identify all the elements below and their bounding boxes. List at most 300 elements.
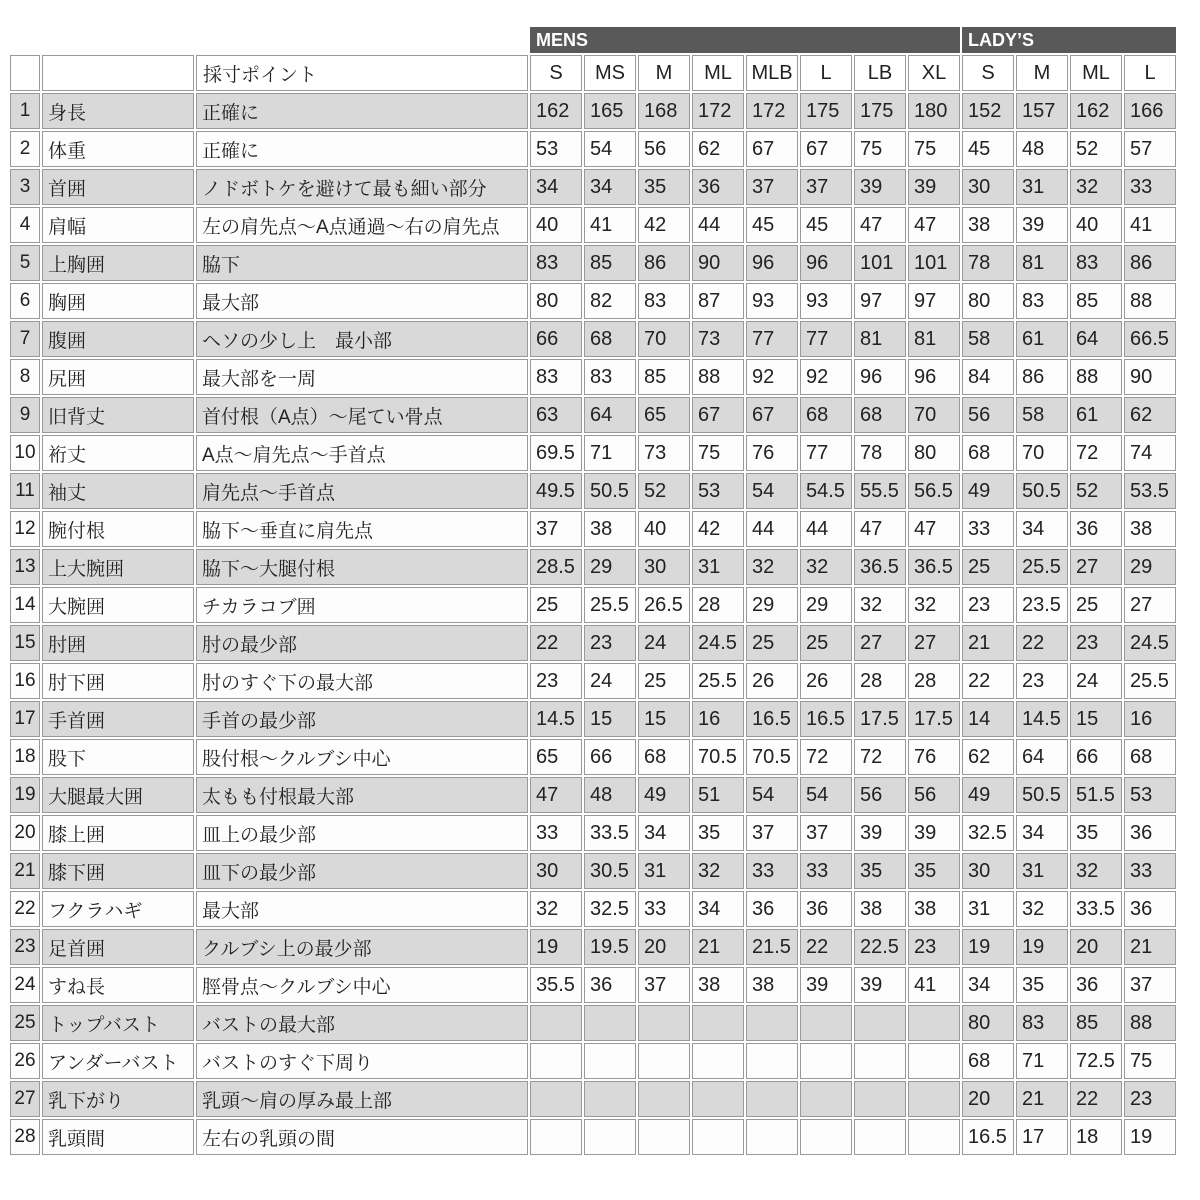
value-cell: 44	[800, 511, 852, 547]
value-cell	[908, 1119, 960, 1155]
value-cell: 76	[746, 435, 798, 471]
value-cell: 83	[1016, 1005, 1068, 1041]
value-cell: 80	[530, 283, 582, 319]
value-cell: 36	[1124, 815, 1176, 851]
value-cell: 68	[1124, 739, 1176, 775]
value-cell: 33	[800, 853, 852, 889]
value-cell: 23	[584, 625, 636, 661]
value-cell: 52	[1070, 131, 1122, 167]
row-point-cell: ノドボトケを避けて最も細い部分	[196, 169, 528, 205]
value-cell: 39	[908, 815, 960, 851]
value-cell: 39	[908, 169, 960, 205]
value-cell: 67	[746, 131, 798, 167]
row-number-cell: 25	[10, 1005, 40, 1041]
row-name-cell: 手首囲	[42, 701, 194, 737]
value-cell: 39	[1016, 207, 1068, 243]
value-cell: 72	[854, 739, 906, 775]
value-cell	[638, 1005, 690, 1041]
row-number-cell: 24	[10, 967, 40, 1003]
row-name-cell: 大腿最大囲	[42, 777, 194, 813]
value-cell: 83	[530, 359, 582, 395]
value-cell	[530, 1119, 582, 1155]
value-cell: 83	[1070, 245, 1122, 281]
table-row	[10, 891, 1176, 927]
value-cell: 48	[1016, 131, 1068, 167]
value-cell: 90	[692, 245, 744, 281]
row-name-cell: 上大腕囲	[42, 549, 194, 585]
value-cell: 27	[1124, 587, 1176, 623]
value-cell: 86	[1124, 245, 1176, 281]
value-cell	[908, 1043, 960, 1079]
value-cell: 21	[962, 625, 1014, 661]
value-cell: 36	[1124, 891, 1176, 927]
value-cell	[638, 1081, 690, 1117]
value-cell: 63	[530, 397, 582, 433]
ladys-group-header: LADY’S	[962, 27, 1176, 53]
value-cell: 85	[1070, 283, 1122, 319]
row-name-cell: すね長	[42, 967, 194, 1003]
value-cell: 22	[1016, 625, 1068, 661]
value-cell: 37	[800, 169, 852, 205]
row-name-cell: 腕付根	[42, 511, 194, 547]
value-cell: 16.5	[746, 701, 798, 737]
value-cell: 19	[962, 929, 1014, 965]
value-cell: 36	[800, 891, 852, 927]
value-cell: 49	[962, 473, 1014, 509]
value-cell: 41	[1124, 207, 1176, 243]
row-point-cell: 最大部	[196, 283, 528, 319]
value-cell: 56	[638, 131, 690, 167]
size-col-header: S	[962, 55, 1014, 91]
size-col-header: L	[800, 55, 852, 91]
value-cell: 71	[1016, 1043, 1068, 1079]
row-name-cell: 袖丈	[42, 473, 194, 509]
value-cell: 34	[584, 169, 636, 205]
value-cell: 56	[908, 777, 960, 813]
size-col-header: ML	[1070, 55, 1122, 91]
value-cell: 172	[692, 93, 744, 129]
value-cell: 31	[1016, 169, 1068, 205]
value-cell: 162	[1070, 93, 1122, 129]
value-cell: 35.5	[530, 967, 582, 1003]
value-cell: 81	[1016, 245, 1068, 281]
value-cell: 32	[1070, 169, 1122, 205]
row-number-cell: 10	[10, 435, 40, 471]
value-cell: 24.5	[1124, 625, 1176, 661]
value-cell: 31	[638, 853, 690, 889]
value-cell: 32	[1070, 853, 1122, 889]
value-cell: 47	[908, 511, 960, 547]
value-cell: 86	[1016, 359, 1068, 395]
value-cell: 88	[1124, 1005, 1176, 1041]
value-cell: 75	[1124, 1043, 1176, 1079]
value-cell: 29	[584, 549, 636, 585]
row-number-cell: 6	[10, 283, 40, 319]
table-row	[10, 321, 1176, 357]
row-number-cell: 18	[10, 739, 40, 775]
value-cell: 31	[1016, 853, 1068, 889]
value-cell	[584, 1119, 636, 1155]
table-row	[10, 625, 1176, 661]
size-chart	[8, 25, 1178, 1157]
value-cell: 31	[962, 891, 1014, 927]
value-cell: 18	[1070, 1119, 1122, 1155]
value-cell: 23	[1070, 625, 1122, 661]
value-cell: 72	[800, 739, 852, 775]
value-cell: 33.5	[1070, 891, 1122, 927]
table-row	[10, 359, 1176, 395]
row-point-cell: 正確に	[196, 131, 528, 167]
row-name-cell: 旧背丈	[42, 397, 194, 433]
value-cell: 73	[638, 435, 690, 471]
value-cell	[908, 1005, 960, 1041]
value-cell: 37	[746, 815, 798, 851]
row-number-cell: 1	[10, 93, 40, 129]
value-cell: 88	[692, 359, 744, 395]
value-cell: 40	[530, 207, 582, 243]
table-row	[10, 93, 1176, 129]
value-cell: 37	[638, 967, 690, 1003]
row-number-cell: 27	[10, 1081, 40, 1117]
size-chart-table	[8, 25, 1178, 1157]
row-number-cell: 19	[10, 777, 40, 813]
size-col-header: MLB	[746, 55, 798, 91]
value-cell: 168	[638, 93, 690, 129]
value-cell: 55.5	[854, 473, 906, 509]
value-cell	[800, 1119, 852, 1155]
row-name-cell: 股下	[42, 739, 194, 775]
table-row	[10, 701, 1176, 737]
value-cell: 36	[746, 891, 798, 927]
value-cell	[854, 1081, 906, 1117]
row-name-cell: 大腕囲	[42, 587, 194, 623]
size-col-header: MS	[584, 55, 636, 91]
size-col-header: S	[530, 55, 582, 91]
value-cell: 33.5	[584, 815, 636, 851]
row-point-cell: 正確に	[196, 93, 528, 129]
row-point-cell: 最大部	[196, 891, 528, 927]
value-cell: 69.5	[530, 435, 582, 471]
value-cell: 83	[638, 283, 690, 319]
value-cell: 24	[584, 663, 636, 699]
value-cell: 16	[692, 701, 744, 737]
row-name-cell: 腹囲	[42, 321, 194, 357]
value-cell: 68	[962, 1043, 1014, 1079]
value-cell: 36	[1070, 967, 1122, 1003]
row-point-cell: 首付根（A点）〜尾てい骨点	[196, 397, 528, 433]
value-cell: 25	[746, 625, 798, 661]
value-cell: 80	[962, 283, 1014, 319]
row-name-cell: トップバスト	[42, 1005, 194, 1041]
value-cell: 31	[692, 549, 744, 585]
value-cell: 85	[1070, 1005, 1122, 1041]
value-cell: 28	[854, 663, 906, 699]
value-cell	[584, 1005, 636, 1041]
value-cell: 96	[746, 245, 798, 281]
value-cell: 36.5	[854, 549, 906, 585]
value-cell: 38	[962, 207, 1014, 243]
row-point-cell: 脛骨点〜クルブシ中心	[196, 967, 528, 1003]
value-cell: 33	[1124, 853, 1176, 889]
value-cell: 87	[692, 283, 744, 319]
row-point-cell: バストのすぐ下周り	[196, 1043, 528, 1079]
value-cell	[746, 1005, 798, 1041]
row-name-cell: 身長	[42, 93, 194, 129]
value-cell: 66	[1070, 739, 1122, 775]
value-cell	[854, 1005, 906, 1041]
value-cell	[692, 1081, 744, 1117]
table-row	[10, 169, 1176, 205]
value-cell: 44	[692, 207, 744, 243]
row-name-cell: 足首囲	[42, 929, 194, 965]
value-cell: 15	[584, 701, 636, 737]
value-cell	[530, 1081, 582, 1117]
value-cell: 32	[854, 587, 906, 623]
empty-header-cell	[10, 55, 40, 91]
value-cell: 67	[746, 397, 798, 433]
value-cell	[854, 1119, 906, 1155]
row-number-cell: 11	[10, 473, 40, 509]
value-cell: 42	[638, 207, 690, 243]
table-row	[10, 473, 1176, 509]
row-number-cell: 22	[10, 891, 40, 927]
value-cell: 21.5	[746, 929, 798, 965]
value-cell: 32	[530, 891, 582, 927]
value-cell: 88	[1070, 359, 1122, 395]
value-cell: 35	[908, 853, 960, 889]
row-number-cell: 8	[10, 359, 40, 395]
value-cell: 82	[584, 283, 636, 319]
value-cell: 34	[1016, 815, 1068, 851]
value-cell: 23.5	[1016, 587, 1068, 623]
value-cell: 175	[854, 93, 906, 129]
value-cell: 33	[962, 511, 1014, 547]
table-row	[10, 131, 1176, 167]
value-cell: 40	[1070, 207, 1122, 243]
value-cell	[800, 1005, 852, 1041]
value-cell: 56	[854, 777, 906, 813]
value-cell: 36	[1070, 511, 1122, 547]
value-cell: 52	[638, 473, 690, 509]
value-cell: 23	[1124, 1081, 1176, 1117]
value-cell: 81	[908, 321, 960, 357]
value-cell: 180	[908, 93, 960, 129]
value-cell: 93	[800, 283, 852, 319]
row-point-cell: 脇下〜大腿付根	[196, 549, 528, 585]
value-cell: 30	[638, 549, 690, 585]
value-cell: 77	[800, 435, 852, 471]
value-cell: 23	[962, 587, 1014, 623]
value-cell: 22	[800, 929, 852, 965]
value-cell: 47	[854, 207, 906, 243]
row-point-cell: 太もも付根最大部	[196, 777, 528, 813]
value-cell: 41	[584, 207, 636, 243]
value-cell: 34	[962, 967, 1014, 1003]
row-point-cell: 股付根〜クルブシ中心	[196, 739, 528, 775]
value-cell: 25	[800, 625, 852, 661]
row-name-cell: 膝下囲	[42, 853, 194, 889]
row-point-cell: 左の肩先点〜A点通過〜右の肩先点	[196, 207, 528, 243]
value-cell: 34	[692, 891, 744, 927]
value-cell: 27	[1070, 549, 1122, 585]
value-cell: 33	[1124, 169, 1176, 205]
value-cell: 80	[962, 1005, 1014, 1041]
value-cell: 175	[800, 93, 852, 129]
value-cell: 78	[962, 245, 1014, 281]
value-cell: 81	[854, 321, 906, 357]
value-cell: 54	[584, 131, 636, 167]
table-row	[10, 1081, 1176, 1117]
value-cell: 32	[1016, 891, 1068, 927]
value-cell	[908, 1081, 960, 1117]
value-cell: 56.5	[908, 473, 960, 509]
value-cell: 14	[962, 701, 1014, 737]
value-cell: 29	[746, 587, 798, 623]
value-cell: 22.5	[854, 929, 906, 965]
value-cell: 22	[530, 625, 582, 661]
row-number-cell: 9	[10, 397, 40, 433]
value-cell: 50.5	[1016, 473, 1068, 509]
value-cell: 36	[692, 169, 744, 205]
value-cell: 166	[1124, 93, 1176, 129]
value-cell: 32	[908, 587, 960, 623]
value-cell: 16.5	[800, 701, 852, 737]
value-cell: 38	[908, 891, 960, 927]
value-cell: 80	[908, 435, 960, 471]
table-row	[10, 1119, 1176, 1155]
value-cell: 50.5	[1016, 777, 1068, 813]
size-table-body	[10, 93, 1176, 1155]
row-name-cell: 膝上囲	[42, 815, 194, 851]
row-point-cell: 皿上の最少部	[196, 815, 528, 851]
row-point-cell: クルブシ上の最少部	[196, 929, 528, 965]
value-cell: 25.5	[1016, 549, 1068, 585]
value-cell: 15	[1070, 701, 1122, 737]
row-point-cell: 乳頭〜肩の厚み最上部	[196, 1081, 528, 1117]
table-row	[10, 663, 1176, 699]
value-cell: 32.5	[962, 815, 1014, 851]
mens-group-header: MENS	[530, 27, 960, 53]
value-cell: 97	[908, 283, 960, 319]
value-cell: 47	[854, 511, 906, 547]
value-cell: 35	[1016, 967, 1068, 1003]
value-cell: 54	[746, 777, 798, 813]
value-cell: 58	[1016, 397, 1068, 433]
table-row	[10, 853, 1176, 889]
row-point-cell: ヘソの少し上 最小部	[196, 321, 528, 357]
value-cell	[638, 1119, 690, 1155]
point-header-cell: 採寸ポイント	[196, 55, 528, 91]
value-cell: 83	[584, 359, 636, 395]
value-cell: 21	[1124, 929, 1176, 965]
row-name-cell: 肩幅	[42, 207, 194, 243]
value-cell: 68	[638, 739, 690, 775]
value-cell	[530, 1043, 582, 1079]
value-cell: 61	[1016, 321, 1068, 357]
table-row	[10, 283, 1176, 319]
value-cell: 47	[908, 207, 960, 243]
value-cell: 75	[854, 131, 906, 167]
value-cell: 21	[692, 929, 744, 965]
value-cell: 28	[692, 587, 744, 623]
value-cell: 85	[584, 245, 636, 281]
row-point-cell: A点〜肩先点〜手首点	[196, 435, 528, 471]
value-cell: 45	[962, 131, 1014, 167]
table-row	[10, 587, 1176, 623]
value-cell: 25	[962, 549, 1014, 585]
value-cell: 41	[908, 967, 960, 1003]
row-number-cell: 28	[10, 1119, 40, 1155]
value-cell: 20	[962, 1081, 1014, 1117]
value-cell: 76	[908, 739, 960, 775]
value-cell: 78	[854, 435, 906, 471]
value-cell: 75	[908, 131, 960, 167]
size-col-header: XL	[908, 55, 960, 91]
value-cell: 71	[584, 435, 636, 471]
value-cell: 25	[1070, 587, 1122, 623]
value-cell: 27	[908, 625, 960, 661]
table-row	[10, 1005, 1176, 1041]
value-cell: 74	[1124, 435, 1176, 471]
value-cell: 47	[530, 777, 582, 813]
value-cell: 35	[854, 853, 906, 889]
table-row	[10, 549, 1176, 585]
value-cell: 25	[638, 663, 690, 699]
row-number-cell: 4	[10, 207, 40, 243]
value-cell	[584, 1043, 636, 1079]
row-number-cell: 21	[10, 853, 40, 889]
value-cell: 16.5	[962, 1119, 1014, 1155]
value-cell: 32	[746, 549, 798, 585]
row-number-cell: 26	[10, 1043, 40, 1079]
table-row	[10, 929, 1176, 965]
value-cell: 73	[692, 321, 744, 357]
value-cell: 26	[746, 663, 798, 699]
value-cell: 23	[1016, 663, 1068, 699]
value-cell: 24	[1070, 663, 1122, 699]
value-cell: 38	[746, 967, 798, 1003]
row-point-cell: 最大部を一周	[196, 359, 528, 395]
size-col-header: ML	[692, 55, 744, 91]
value-cell: 64	[584, 397, 636, 433]
value-cell: 90	[1124, 359, 1176, 395]
value-cell: 19	[1016, 929, 1068, 965]
value-cell: 26.5	[638, 587, 690, 623]
size-col-header: M	[638, 55, 690, 91]
table-row	[10, 967, 1176, 1003]
value-cell: 92	[746, 359, 798, 395]
value-cell: 165	[584, 93, 636, 129]
value-cell: 51.5	[1070, 777, 1122, 813]
value-cell: 36.5	[908, 549, 960, 585]
empty-header-cell	[42, 55, 194, 91]
value-cell: 85	[638, 359, 690, 395]
value-cell: 68	[962, 435, 1014, 471]
value-cell: 72.5	[1070, 1043, 1122, 1079]
value-cell: 23	[530, 663, 582, 699]
value-cell: 54	[800, 777, 852, 813]
value-cell: 57	[1124, 131, 1176, 167]
value-cell: 48	[584, 777, 636, 813]
value-cell: 50.5	[584, 473, 636, 509]
value-cell: 51	[692, 777, 744, 813]
row-name-cell: 胸囲	[42, 283, 194, 319]
value-cell: 68	[584, 321, 636, 357]
value-cell: 28.5	[530, 549, 582, 585]
value-cell: 37	[1124, 967, 1176, 1003]
row-number-cell: 2	[10, 131, 40, 167]
row-number-cell: 20	[10, 815, 40, 851]
